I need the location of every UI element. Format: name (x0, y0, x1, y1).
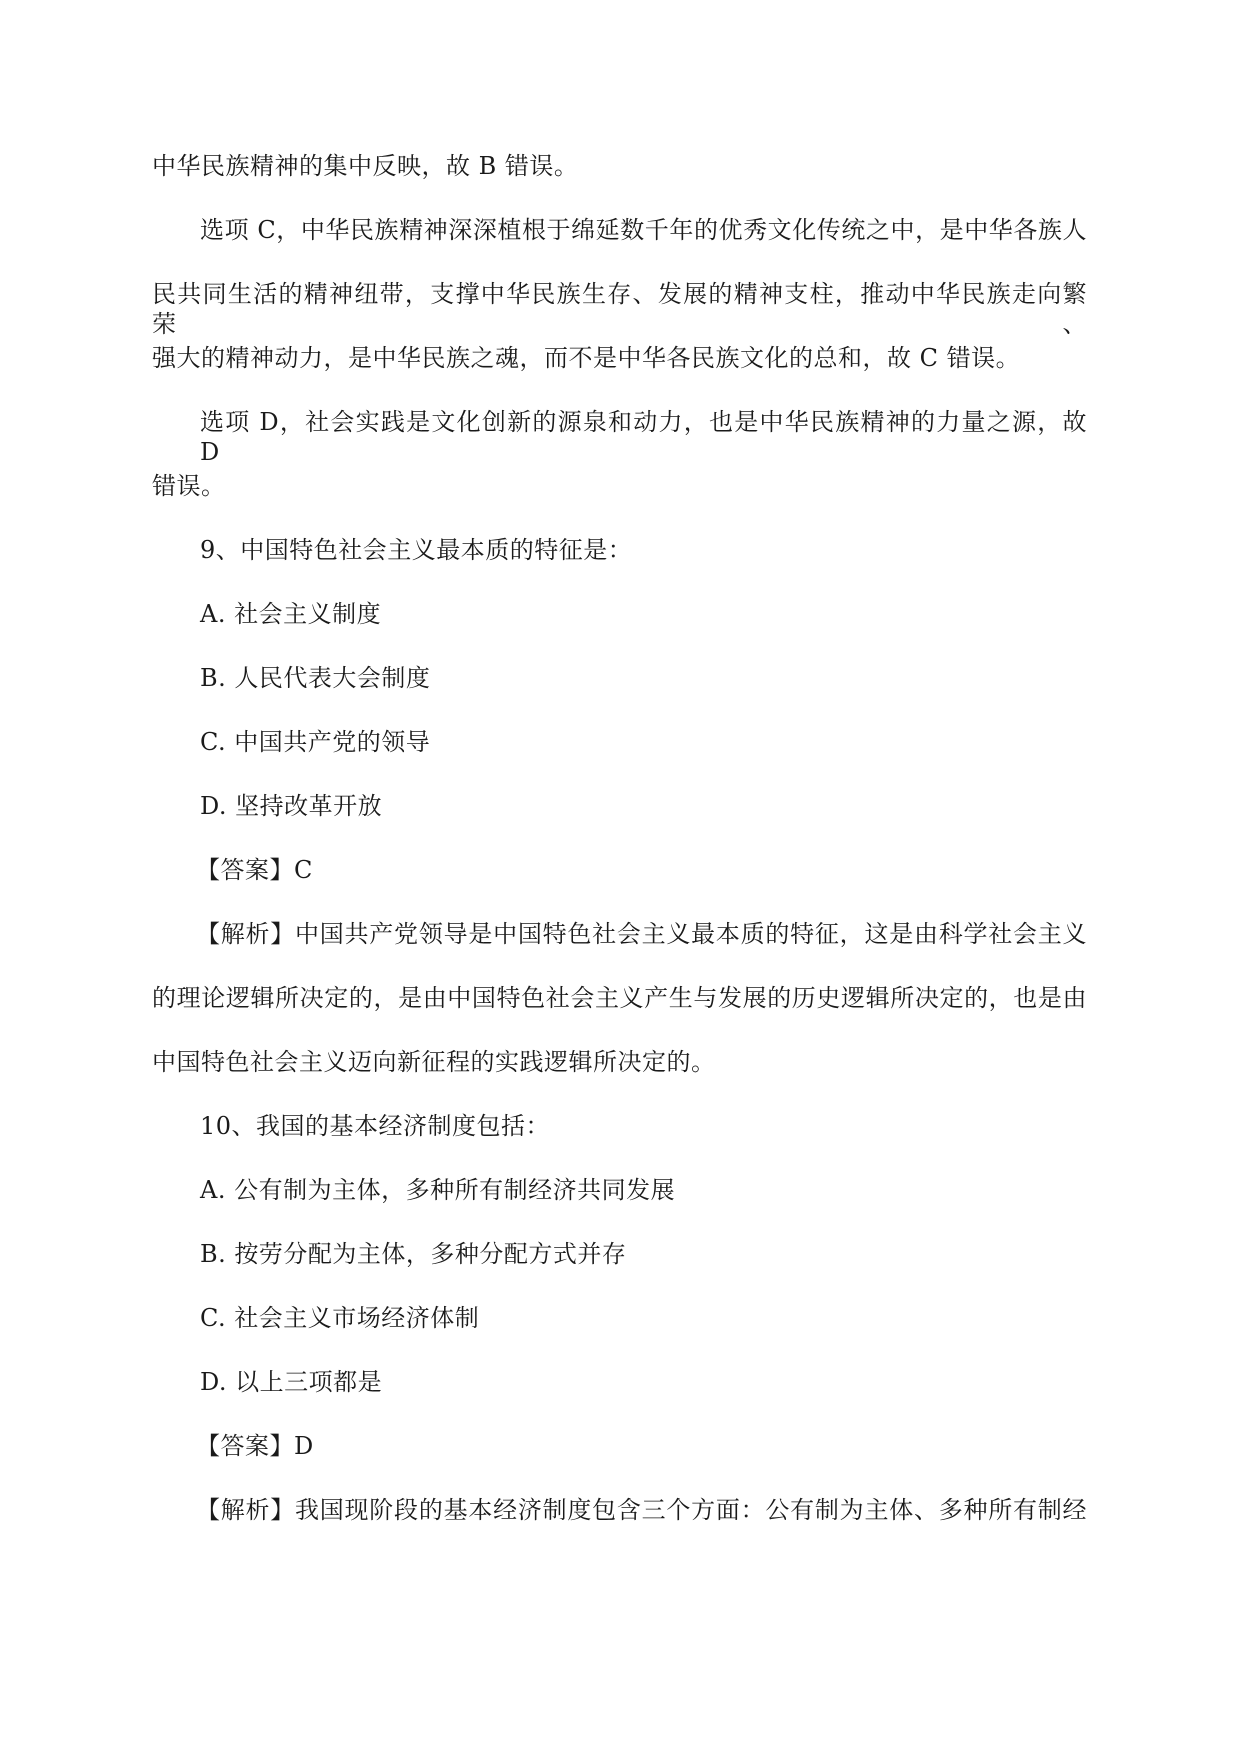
paragraph-line: 选项 D，社会实践是文化创新的源泉和动力，也是中华民族精神的力量之源，故 D (200, 408, 1087, 466)
q10-option-d: D. 以上三项都是 (200, 1368, 383, 1396)
q9-option-c: C. 中国共产党的领导 (200, 728, 431, 756)
q10-explanation-line: 【解析】我国现阶段的基本经济制度包含三个方面：公有制为主体、多种所有制经 (196, 1496, 1087, 1524)
q10-answer: 【答案】D (196, 1432, 314, 1460)
question-9: 9、中国特色社会主义最本质的特征是： (200, 536, 633, 564)
paragraph-line: 错误。 (152, 472, 226, 500)
paragraph-line: 中华民族精神的集中反映，故 B 错误。 (152, 152, 579, 180)
q9-answer: 【答案】C (196, 856, 313, 884)
paragraph-line: 强大的精神动力，是中华民族之魂，而不是中华各民族文化的总和，故 C 错误。 (152, 344, 1021, 372)
question-10: 10、我国的基本经济制度包括： (200, 1112, 551, 1140)
q9-option-b: B. 人民代表大会制度 (200, 664, 431, 692)
paragraph-line: 民共同生活的精神纽带，支撑中华民族生存、发展的精神支柱，推动中华民族走向繁荣、 (152, 280, 1087, 338)
q9-option-a: A. 社会主义制度 (200, 600, 382, 628)
q9-explanation-line: 中国特色社会主义迈向新征程的实践逻辑所决定的。 (152, 1048, 716, 1076)
q10-option-b: B. 按劳分配为主体，多种分配方式并存 (200, 1240, 627, 1268)
q9-explanation-line: 的理论逻辑所决定的，是由中国特色社会主义产生与发展的历史逻辑所决定的，也是由 (152, 984, 1087, 1012)
paragraph-line: 选项 C，中华民族精神深深植根于绵延数千年的优秀文化传统之中，是中华各族人 (200, 216, 1087, 244)
q9-explanation-line: 【解析】中国共产党领导是中国特色社会主义最本质的特征，这是由科学社会主义 (196, 920, 1087, 948)
q10-option-c: C. 社会主义市场经济体制 (200, 1304, 480, 1332)
q10-option-a: A. 公有制为主体，多种所有制经济共同发展 (200, 1176, 676, 1204)
q9-option-d: D. 坚持改革开放 (200, 792, 383, 820)
